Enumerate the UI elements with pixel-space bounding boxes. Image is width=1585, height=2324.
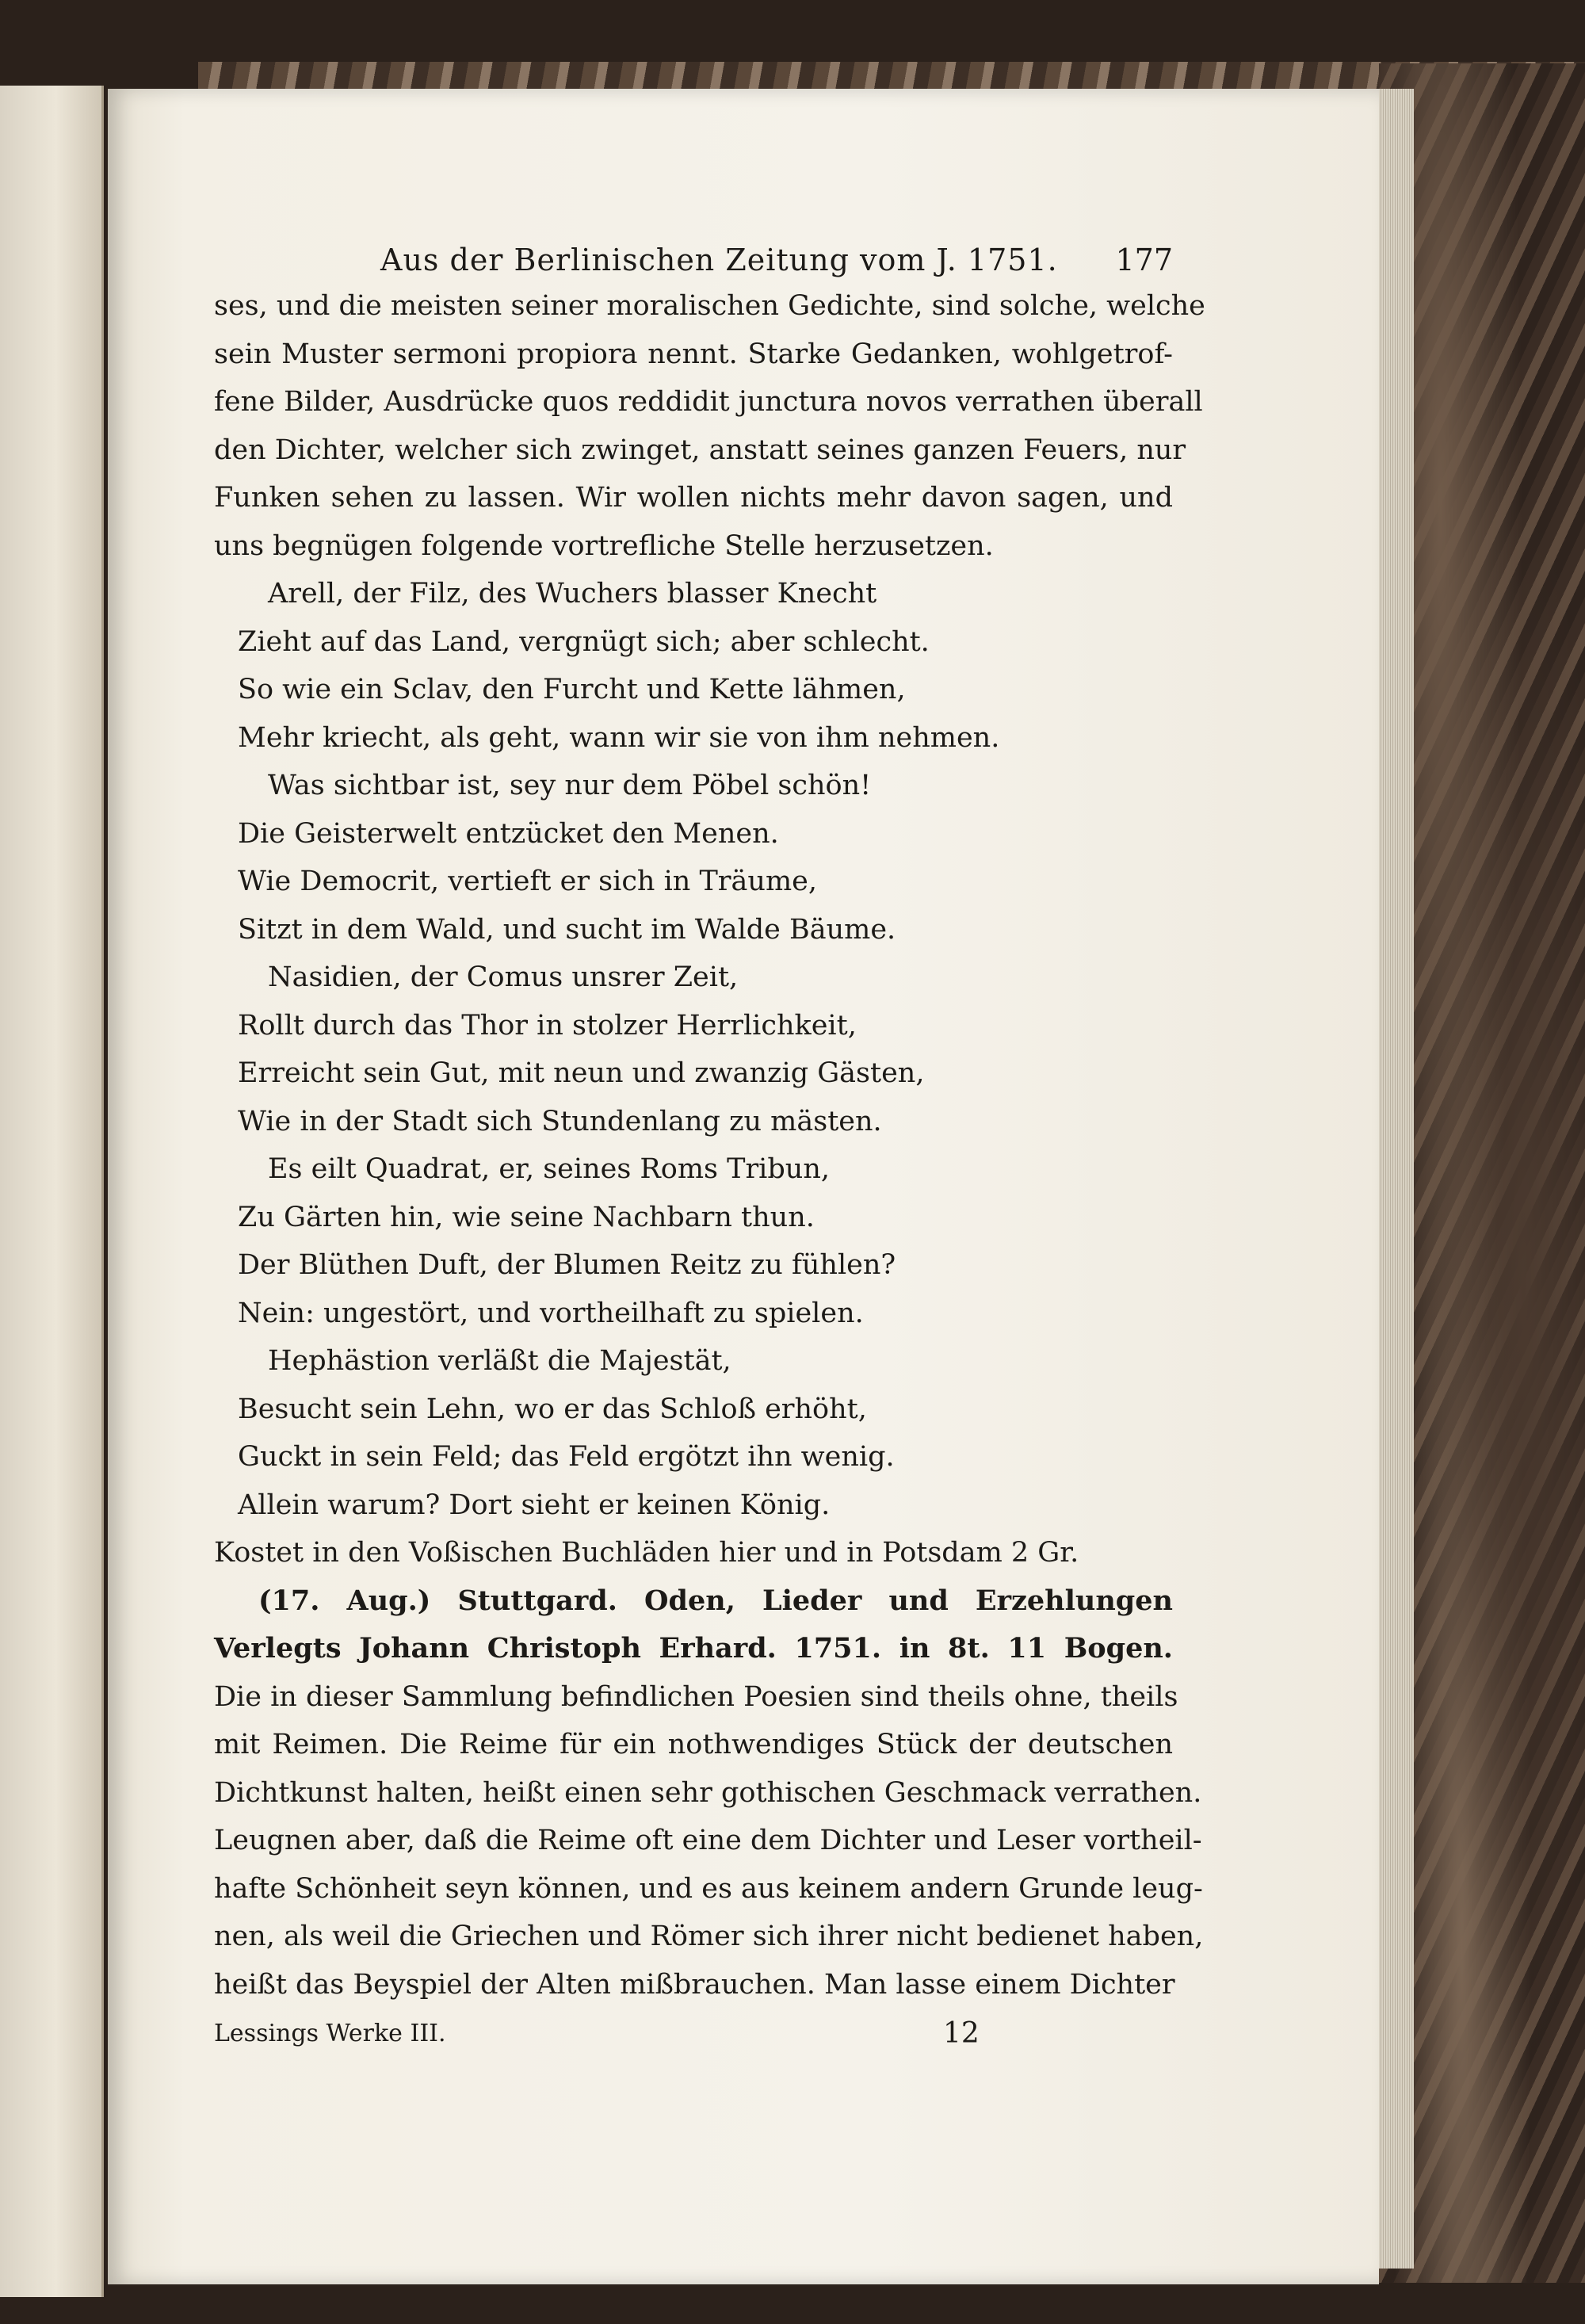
verse-line: So wie ein Sclav, den Furcht und Kette lähmen, — [238, 674, 906, 705]
running-header — [214, 238, 1173, 282]
text-line: mit Reimen. Die Reime für ein nothwendiges Stück der deutschen — [214, 1729, 1173, 1760]
verse-line: Es eilt Quadrat, er, seines Roms Tribun, — [268, 1153, 830, 1185]
verse-line: Erreicht sein Gut, mit neun und zwanzig Gästen, — [238, 1057, 925, 1089]
text-line: hafte Schönheit seyn können, und es aus keinem andern Grunde leug- — [214, 1872, 1203, 1905]
text-line: den Dichter, welcher sich zwinget, anstatt seines ganzen Feuers, nur — [214, 434, 1186, 466]
text-line: Dichtkunst halten, heißt einen sehr gothischen Geschmack verrathen. — [214, 1776, 1202, 1809]
text-line: heißt das Beyspiel der Alten mißbrauchen. Man lasse einem Dichter — [214, 1968, 1175, 2001]
verse-line: Die Geisterwelt entzücket den Menen. — [238, 817, 779, 850]
text-line: sein Muster sermoni propiora nennt. Starke Gedanken, wohlgetrof- — [214, 338, 1173, 370]
prose-paragraph-2 — [214, 1673, 1204, 2009]
page-footer — [214, 2012, 1173, 2056]
review-entry-heading — [214, 1577, 1173, 1673]
verse-line: Allein warum? Dort sieht er keinen König. — [238, 1489, 831, 1521]
verse-line: Wie in der Stadt sich Stundenlang zu mästen. — [238, 1105, 882, 1137]
entry-heading-line: Verlegts Johann Christoph Erhard. 1751. in 8t. 11 Bogen. — [214, 1632, 1173, 1665]
text-line: Leugnen aber, daß die Reime oft eine dem Dichter und Leser vortheil- — [214, 1825, 1202, 1856]
text-line: ses, und die meisten seiner moralischen Gedichte, sind solche, welche — [214, 290, 1205, 322]
verse-line: Mehr kriecht, als geht, wann wir sie von ihm nehmen. — [238, 721, 1000, 754]
page-number: 177 — [1115, 243, 1173, 277]
verse-line: Wie Democrit, vertieft er sich in Träume, — [238, 866, 817, 897]
running-title: Aus der Berlinischen Zeitung vom J. 1751. — [380, 243, 1058, 277]
text-line: nen, als weil die Griechen und Römer sich ihrer nicht bedienet haben, — [214, 1921, 1204, 1952]
verse-line: Guckt in sein Feld; das Feld ergötzt ihn wenig. — [238, 1441, 895, 1473]
price-line: Kostet in den Voßischen Buchläden hier und in Potsdam 2 Gr. — [214, 1537, 1079, 1569]
verse-line: Nasidien, der Comus unsrer Zeit, — [268, 961, 739, 993]
sheet-number: 12 — [943, 2017, 980, 2050]
text-line: Funken sehen zu lassen. Wir wollen nichts mehr davon sagen, und — [214, 482, 1173, 514]
prose-paragraph-1 — [214, 282, 1205, 570]
verse-line: Besucht sein Lehn, wo er das Schloß erhöht, — [238, 1393, 867, 1425]
verse-line: Rollt durch das Thor in stolzer Herrlichkeit, — [238, 1009, 857, 1042]
text-line: uns begnügen folgende vortrefliche Stelle herzusetzen. — [214, 529, 994, 562]
signature-mark: Lessings Werke III. — [214, 2020, 446, 2047]
verse-line: Der Blüthen Duft, der Blumen Reitz zu fühlen? — [238, 1249, 896, 1281]
verse-line: Hephästion verläßt die Majestät, — [268, 1345, 731, 1377]
poem-quotation — [214, 570, 1173, 1529]
verse-line: Nein: ungestört, und vortheilhaft zu spielen. — [238, 1297, 864, 1329]
entry-heading-line: (17. Aug.) Stuttgard. Oden, Lieder und Erzehlungen — [258, 1584, 1173, 1617]
verse-line: Arell, der Filz, des Wuchers blasser Knecht — [268, 578, 877, 610]
page-block-edges — [1377, 89, 1414, 2269]
text-line: fene Bilder, Ausdrücke quos reddidit junctura novos verrathen überall — [214, 386, 1203, 418]
verse-line: Was sichtbar ist, sey nur dem Pöbel schön! — [268, 770, 872, 801]
page-text — [214, 238, 1205, 2056]
verse-line: Zieht auf das Land, vergnügt sich; aber schlecht. — [238, 625, 930, 658]
facing-page-edge — [0, 86, 104, 2297]
verse-line: Sitzt in dem Wald, und sucht im Walde Bäume. — [238, 913, 896, 946]
verse-line: Zu Gärten hin, wie seine Nachbarn thun. — [238, 1201, 815, 1233]
text-line: Die in dieser Sammlung befindlichen Poesien sind theils ohne, theils — [214, 1680, 1178, 1713]
